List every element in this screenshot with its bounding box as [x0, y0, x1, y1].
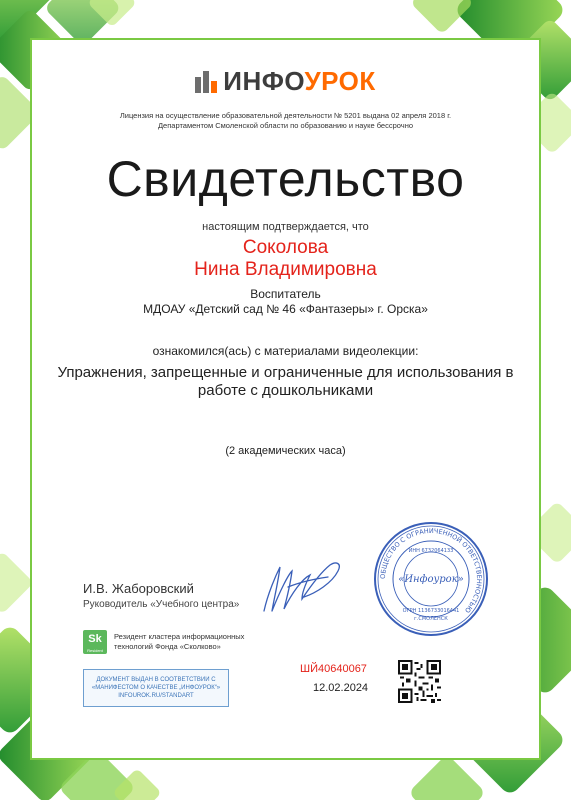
signer-name: И.В. Жаборовский — [83, 581, 194, 596]
skolkovo-logo-text: Sk — [88, 633, 102, 645]
license-line-2: Департаментом Смоленской области по образованию и науке бессрочно — [157, 121, 414, 130]
license-line-1: Лицензия на осуществление образовательной деятельности № 5201 выдана 02 апреля 2018 г. — [119, 111, 452, 120]
handwritten-signature — [258, 553, 348, 618]
skolkovo-logo-caption: Resident — [87, 648, 103, 653]
quality-standard-box — [83, 669, 229, 707]
stamp-ogrn: ОГРН 1136733016441 — [402, 608, 460, 614]
skolkovo-text-line-1: Резидент кластера информационных — [114, 632, 245, 641]
stamp-center-text: «Инфоурок» — [398, 574, 464, 585]
recipient-position — [0, 287, 571, 317]
stamp-city: г.СМОЛЕНСК — [414, 616, 448, 622]
logo-suffix: УРОК — [304, 66, 376, 96]
academic-hours: (2 академических часа) — [225, 445, 346, 457]
recipient-surname: Соколова — [242, 237, 329, 258]
qr-code — [398, 660, 441, 703]
lecture-title — [0, 364, 571, 400]
certificate-title: Свидетельство — [106, 151, 465, 207]
stamp-ring-text: ОБЩЕСТВО С ОГРАНИЧЕННОЙ ОТВЕТСТВЕННОСТЬЮ — [378, 526, 484, 615]
skolkovo-text-line-2: технологий Фонда «Сколково» — [114, 642, 221, 651]
confirm-text: настоящим подтверждается, что — [202, 221, 369, 233]
intro-text: ознакомился(ась) с материалами видеолекции: — [152, 344, 419, 358]
logo-icon — [195, 71, 219, 93]
skolkovo-text — [114, 632, 254, 652]
stamp-inn: ИНН 6732064133 — [408, 548, 454, 554]
lecture-title-line-2: работе с дошкольниками — [197, 382, 374, 399]
organization: МДОАУ «Детский сад № 46 «Фантазеры» г. Орска» — [143, 302, 428, 316]
standard-line-2: «МАНИФЕСТОМ О КАЧЕСТВЕ „ИНФОУРОК“» — [91, 685, 221, 691]
document-number: ШЙ40640067 — [300, 663, 367, 675]
license-text — [0, 111, 571, 131]
standard-line-1: ДОКУМЕНТ ВЫДАН В СООТВЕТСТВИИ С — [96, 677, 216, 683]
lecture-title-line-1: Упражнения, запрещенные и ограниченные для использования в — [57, 364, 514, 381]
infourok-logo — [0, 66, 571, 97]
job-title: Воспитатель — [250, 287, 321, 301]
issue-date: 12.02.2024 — [313, 682, 369, 694]
logo-prefix: ИНФО — [223, 66, 305, 96]
signer-role: Руководитель «Учебного центра» — [83, 599, 240, 610]
recipient-given-names: Нина Владимировна — [194, 259, 377, 280]
official-stamp — [372, 520, 490, 638]
standard-line-3: INFOUROK.RU/STANDART — [118, 693, 194, 699]
skolkovo-logo — [83, 630, 107, 654]
